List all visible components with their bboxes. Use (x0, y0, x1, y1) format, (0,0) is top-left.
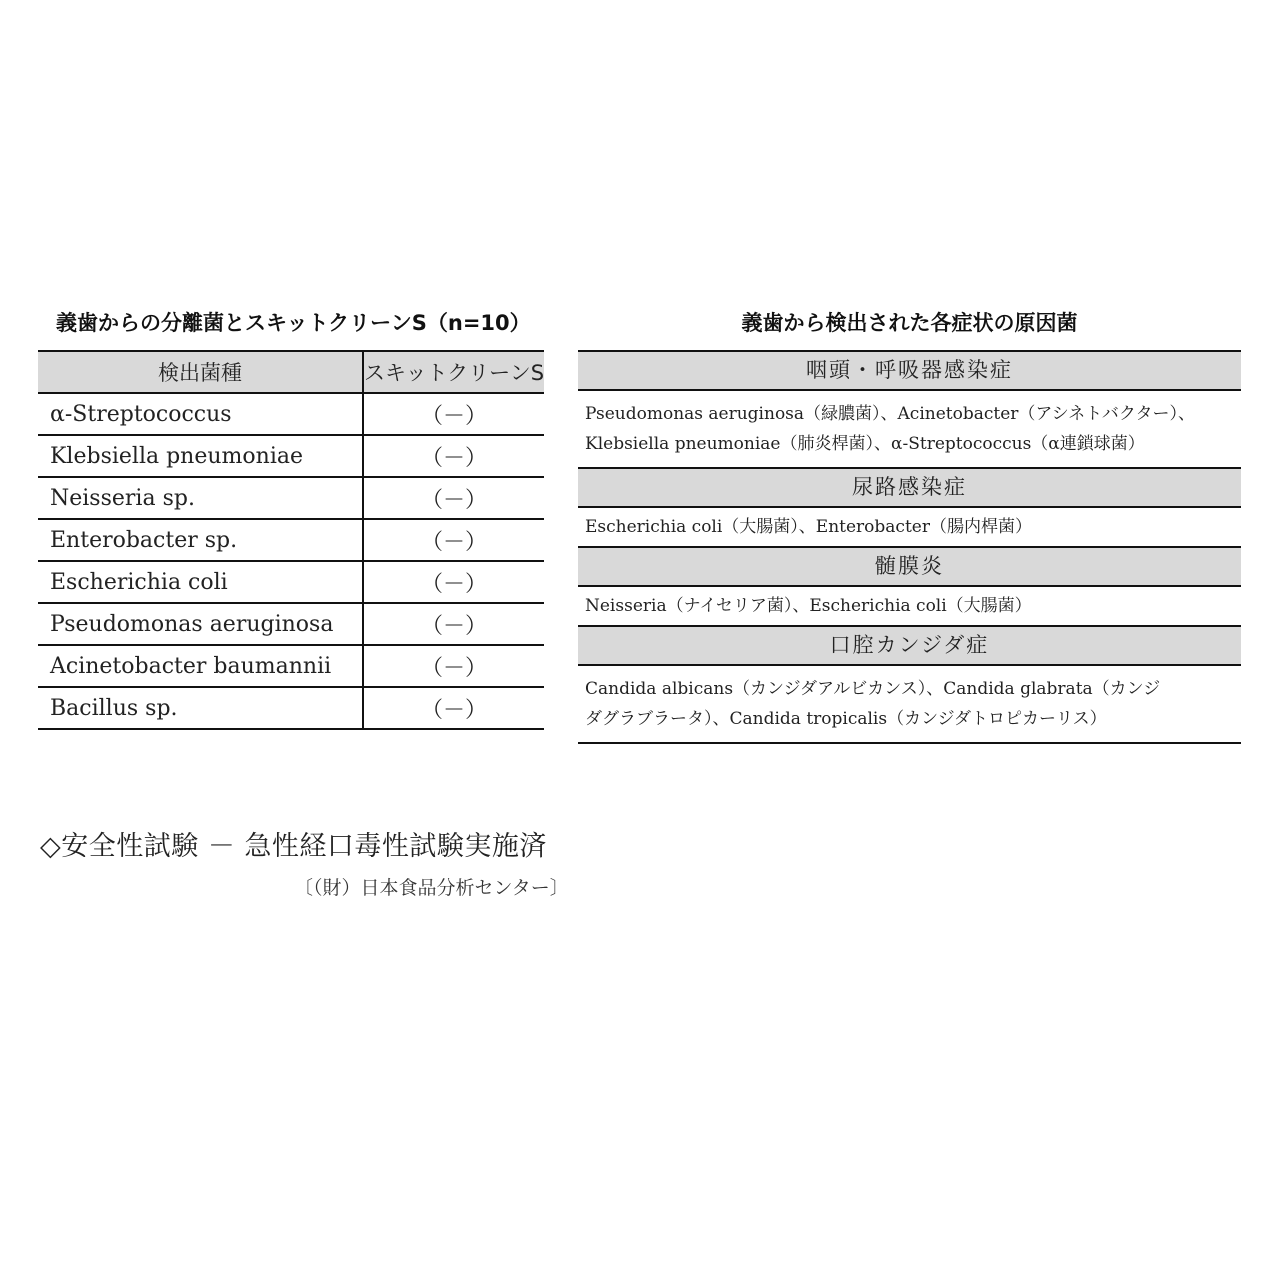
causes-list (578, 350, 1241, 744)
species-cell: Enterobacter sp. (38, 519, 363, 561)
table-row (38, 435, 544, 477)
table-row (38, 561, 544, 603)
section-body-respiratory: Pseudomonas aeruginosa（緑膿菌）、Acinetobacter（アシネトバクター）、 Klebsiella pneumoniae（肺炎桿菌）、α-Streptococcus（α連鎖球菌） (578, 391, 1241, 469)
table-row (38, 519, 544, 561)
safety-section (40, 824, 680, 900)
result-cell: （－） (363, 603, 544, 645)
species-cell: Neisseria sp. (38, 477, 363, 519)
header-species: 検出菌種 (38, 351, 363, 393)
section-heading-respiratory: 咽頭・呼吸器感染症 (578, 352, 1241, 391)
result-cell: （－） (363, 519, 544, 561)
result-cell: （－） (363, 561, 544, 603)
safety-note: 〔（財）日本食品分析センター〕 (294, 877, 569, 899)
table-row (38, 393, 544, 435)
section-body-meningitis: Neisseria（ナイセリア菌）、Escherichia coli（大腸菌） (578, 587, 1241, 627)
table-row (38, 645, 544, 687)
result-cell: （－） (363, 393, 544, 435)
table-row (38, 477, 544, 519)
result-cell: （－） (363, 435, 544, 477)
result-cell: （－） (363, 687, 544, 729)
table-row (38, 603, 544, 645)
section-heading-urinary: 尿路感染症 (578, 469, 1241, 508)
safety-title: ◇安全性試験 － 急性経口毒性試験実施済 (40, 831, 547, 862)
result-cell: （－） (363, 645, 544, 687)
causes-title: 義歯から検出された各症状の原因菌 (741, 311, 1078, 335)
header-product: スキットクリーンS (363, 351, 544, 393)
species-cell: Klebsiella pneumoniae (38, 435, 363, 477)
table-header-row (38, 351, 544, 393)
isolates-table (38, 350, 544, 730)
table-row (38, 687, 544, 729)
species-cell: Acinetobacter baumannii (38, 645, 363, 687)
isolates-panel (38, 306, 544, 730)
result-cell: （－） (363, 477, 544, 519)
causes-panel (578, 306, 1241, 744)
species-cell: Bacillus sp. (38, 687, 363, 729)
section-body-candidiasis: Candida albicans（カンジダアルビカンス）、Candida glabrata（カンジ ダグラブラータ）、Candida tropicalis（カンジダトロピカーリス） (578, 666, 1241, 744)
species-cell: α-Streptococcus (38, 393, 363, 435)
species-cell: Escherichia coli (38, 561, 363, 603)
section-heading-candidiasis: 口腔カンジダ症 (578, 627, 1241, 666)
isolates-title: 義歯からの分離菌とスキットクリーンS（n=10） (56, 311, 531, 335)
section-body-urinary: Escherichia coli（大腸菌）、Enterobacter（腸内桿菌） (578, 508, 1241, 548)
species-cell: Pseudomonas aeruginosa (38, 603, 363, 645)
section-heading-meningitis: 髄膜炎 (578, 548, 1241, 587)
